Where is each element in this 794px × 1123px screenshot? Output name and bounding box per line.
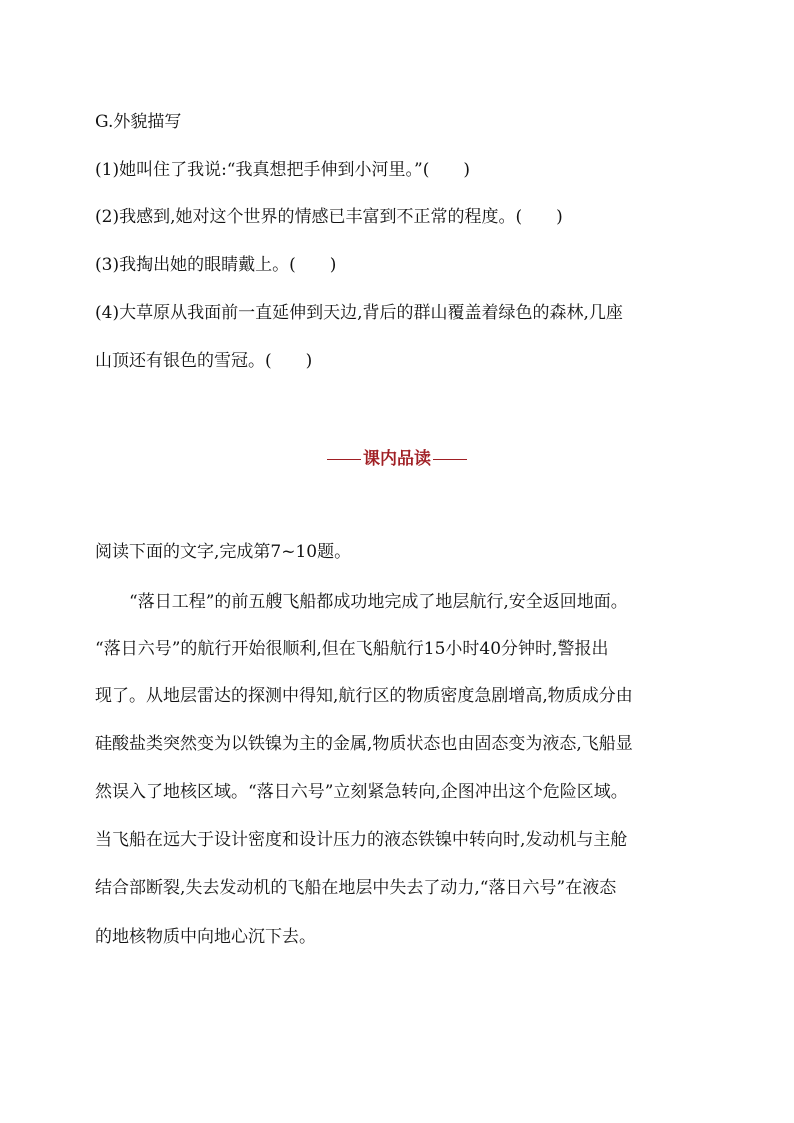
passage-line-7: 结合部断裂,失去发动机的飞船在地层中失去了动力,“落日六号”在液态 bbox=[95, 878, 617, 898]
passage-line-3: 现了。从地层雷达的探测中得知,航行区的物质密度急剧增高,物质成分由 bbox=[95, 686, 633, 706]
heading-rule-right bbox=[433, 459, 467, 460]
question-item-2: (2)我感到,她对这个世界的情感已丰富到不正常的程度。( ) bbox=[95, 207, 563, 227]
passage-line-8: 的地核物质中向地心沉下去。 bbox=[95, 927, 316, 947]
passage-line-5: 然误入了地核区域。“落日六号”立刻紧急转向,企图冲出这个危险区域。 bbox=[95, 782, 628, 802]
heading-rule-left bbox=[327, 459, 361, 460]
section-g-title: G.外貌描写 bbox=[95, 112, 182, 132]
question-item-4-continued: 山顶还有银色的雪冠。( ) bbox=[95, 351, 313, 371]
question-item-1: (1)她叫住了我说:“我真想把手伸到小河里。”( ) bbox=[95, 160, 470, 180]
question-item-3: (3)我掏出她的眼睛戴上。( ) bbox=[95, 255, 337, 275]
passage-line-4: 硅酸盐类突然变为以铁镍为主的金属,物质状态也由固态变为液态,飞船显 bbox=[95, 734, 633, 754]
section-heading-text: 课内品读 bbox=[363, 449, 431, 469]
passage-line-2: “落日六号”的航行开始很顺利,但在飞船航行15小时40分钟时,警报出 bbox=[95, 639, 609, 659]
passage-line-6: 当飞船在远大于设计密度和设计压力的液态铁镍中转向时,发动机与主舱 bbox=[95, 830, 628, 850]
question-item-4: (4)大草原从我面前一直延伸到天边,背后的群山覆盖着绿色的森林,几座 bbox=[95, 303, 623, 323]
passage-line-1: “落日工程”的前五艘飞船都成功地完成了地层航行,安全返回地面。 bbox=[95, 592, 628, 612]
section-heading bbox=[0, 447, 794, 471]
reading-instruction: 阅读下面的文字,完成第7~10题。 bbox=[95, 542, 352, 562]
